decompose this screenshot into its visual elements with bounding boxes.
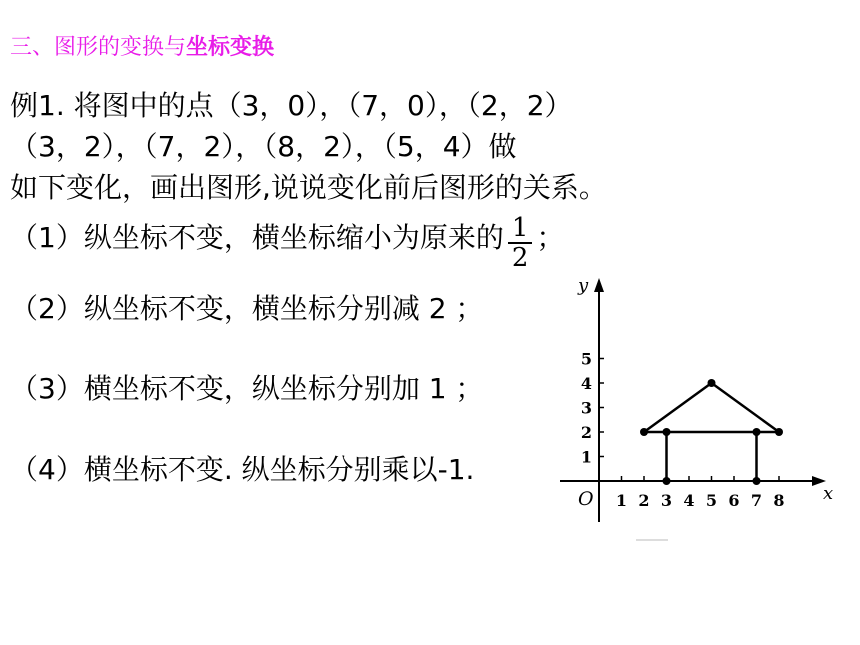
step-3: （3）横坐标不变，纵坐标分别加 1 ； (10, 372, 484, 405)
y-tick-label: 3 (580, 398, 592, 418)
x-axis-label: x (823, 483, 834, 504)
x-tick-label: 6 (728, 491, 740, 510)
step-2: （2）纵坐标不变，横坐标分别减 2 ； (10, 292, 484, 325)
x-tick-label: 8 (773, 491, 785, 510)
figure-point (753, 428, 761, 436)
step-1-suffix: ； (536, 221, 565, 254)
heading-bold: 坐标变换 (186, 35, 275, 60)
y-axis-arrow (594, 278, 604, 292)
y-tick-label: 1 (580, 447, 592, 467)
x-tick-label: 1 (615, 491, 628, 510)
example-line-3: 如下变化，画出图形,说说变化前后图形的关系。 (10, 171, 607, 204)
graph-axes (560, 275, 833, 540)
figure-segment (644, 383, 712, 432)
y-tick-label: 2 (580, 423, 592, 442)
fraction-numerator: 1 (508, 214, 533, 244)
figure-point (663, 428, 671, 436)
x-tick-label: 3 (660, 491, 673, 510)
heading-plain: 三、图形的变换与 (10, 35, 187, 60)
x-tick-label: 7 (750, 491, 763, 510)
origin-label: O (578, 488, 594, 510)
x-tick-label: 5 (705, 491, 718, 510)
y-tick-label: 4 (580, 374, 592, 393)
figure-point (753, 477, 761, 485)
fraction-denominator: 2 (511, 243, 529, 273)
figure-point (775, 428, 783, 436)
figure-point (708, 379, 716, 387)
graph-marks (640, 379, 783, 485)
step-4: （4）横坐标不变. 纵坐标分别乘以-1. (10, 453, 475, 486)
example-line-1: 例1. 将图中的点（3，0），（7，0），（2，2） (10, 89, 573, 122)
y-axis-label: y (578, 275, 589, 296)
x-tick-label: 2 (638, 491, 650, 510)
example-line-2: （3，2），（7，2），（8，2），（5，4）做 (10, 130, 517, 163)
x-tick-label: 4 (683, 491, 695, 510)
figure-point (640, 428, 648, 436)
figure-segment (712, 383, 780, 432)
step-1-text: （1）纵坐标不变，横坐标缩小为原来的 (10, 221, 504, 254)
y-tick-label: 5 (580, 349, 592, 369)
figure-point (663, 477, 671, 485)
